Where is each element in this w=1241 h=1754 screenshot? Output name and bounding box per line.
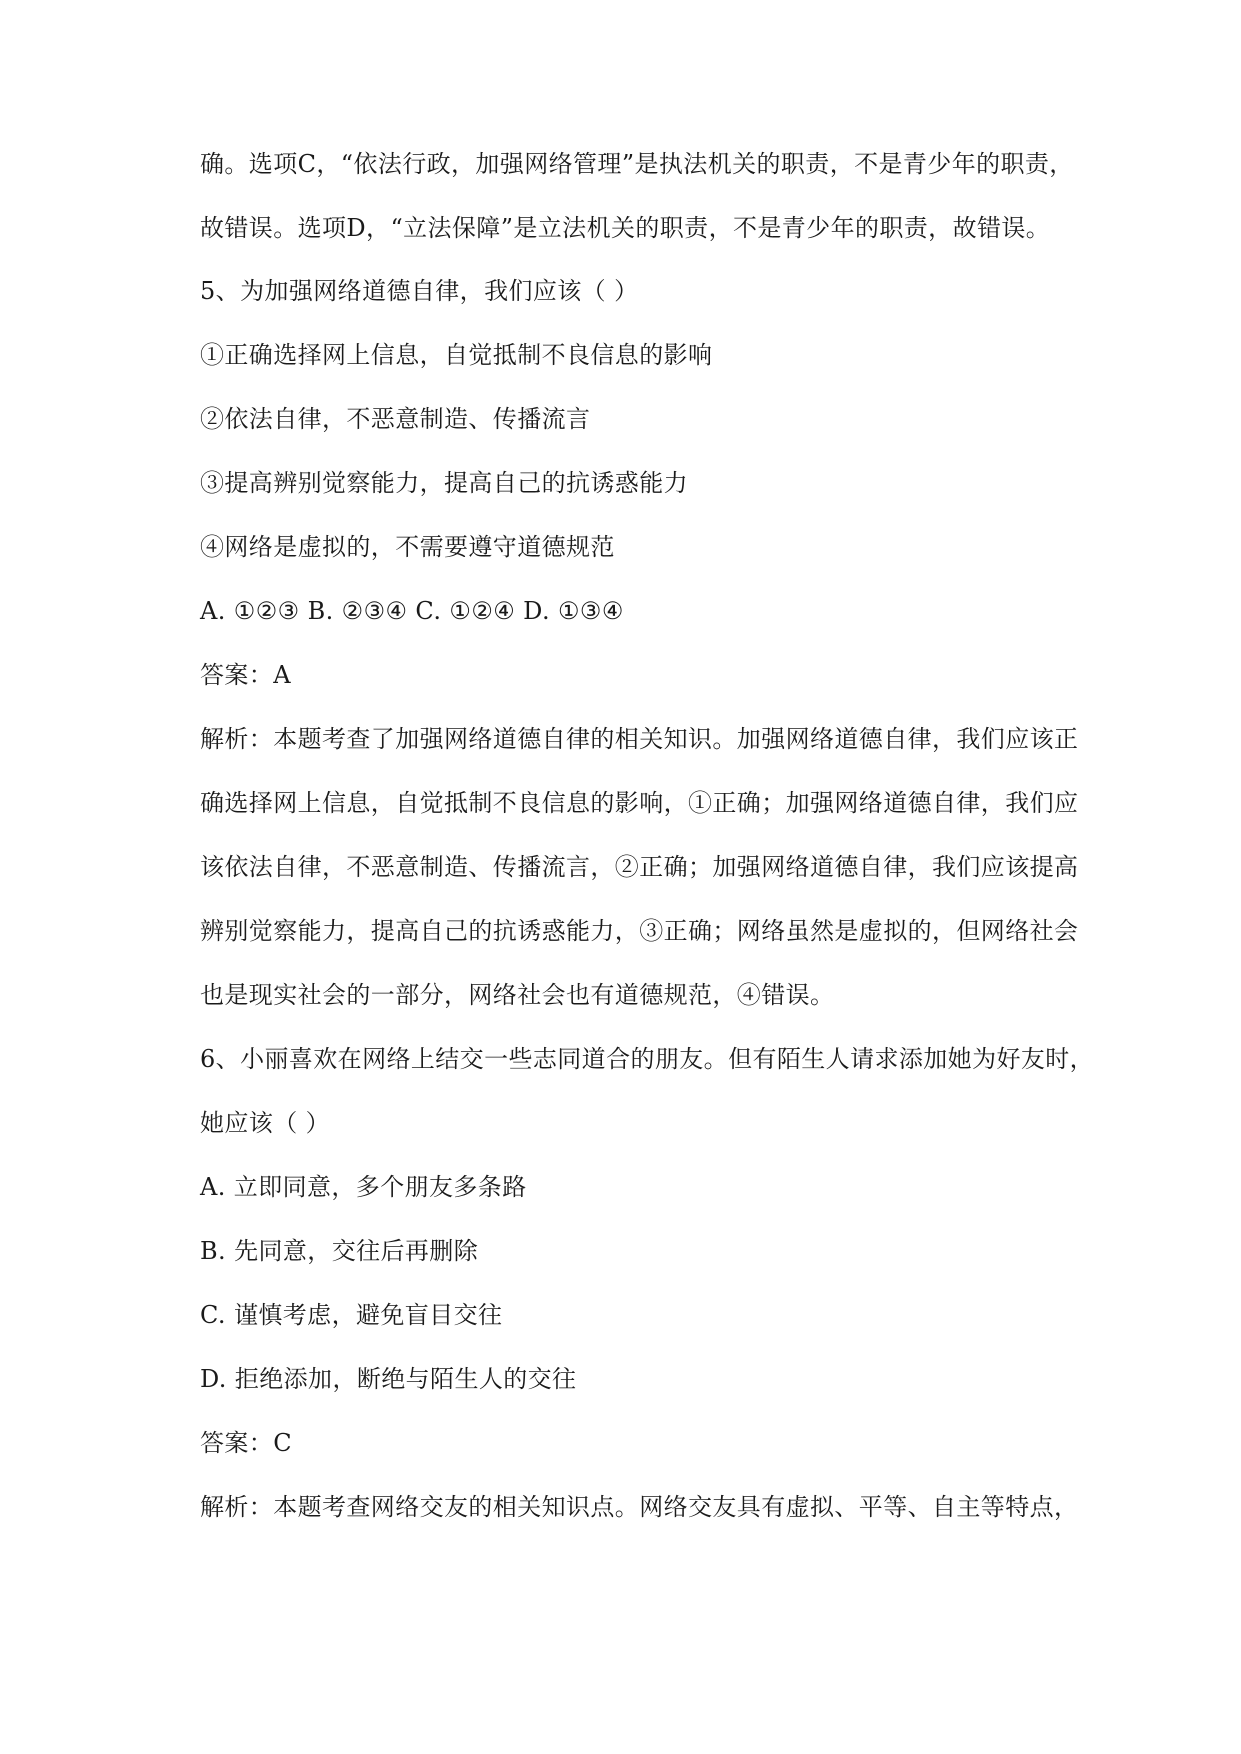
question-5-statement-1: ①正确选择网上信息，自觉抵制不良信息的影响 <box>200 341 713 369</box>
question-6-option-a: A. 立即同意，多个朋友多条路 <box>200 1173 527 1201</box>
text-line-1: 确。选项C，“依法行政，加强网络管理”是执法机关的职责，不是青少年的职责， <box>200 150 1074 178</box>
question-6-option-d: D. 拒绝添加，断绝与陌生人的交往 <box>200 1365 577 1393</box>
question-5-statement-4: ④网络是虚拟的，不需要遵守道德规范 <box>200 533 615 561</box>
question-5-analysis-line-3: 该依法自律，不恶意制造、传播流言，②正确；加强网络道德自律，我们应该提高 <box>200 853 1079 881</box>
question-5-statement-3: ③提高辨别觉察能力，提高自己的抗诱惑能力 <box>200 469 688 497</box>
question-6-stem-line-1: 6、小丽喜欢在网络上结交一些志同道合的朋友。但有陌生人请求添加她为好友时， <box>200 1045 1095 1073</box>
question-5-analysis-line-1: 解析：本题考查了加强网络道德自律的相关知识。加强网络道德自律，我们应该正 <box>200 725 1079 753</box>
question-5-analysis-line-5: 也是现实社会的一部分，网络社会也有道德规范，④错误。 <box>200 981 835 1009</box>
question-5-answer: 答案：A <box>200 661 291 689</box>
question-5-stem: 5、为加强网络道德自律，我们应该（ ） <box>200 277 639 305</box>
text-line-2: 故错误。选项D，“立法保障”是立法机关的职责，不是青少年的职责，故错误。 <box>200 214 1051 242</box>
question-6-analysis-line-1: 解析：本题考查网络交友的相关知识点。网络交友具有虚拟、平等、自主等特点， <box>200 1493 1079 1521</box>
question-5-analysis-line-2: 确选择网上信息，自觉抵制不良信息的影响，①正确；加强网络道德自律，我们应 <box>200 789 1079 817</box>
question-6-answer: 答案：C <box>200 1429 292 1457</box>
question-5-statement-2: ②依法自律，不恶意制造、传播流言 <box>200 405 591 433</box>
question-6-option-b: B. 先同意，交往后再删除 <box>200 1237 479 1265</box>
question-5-options: A. ①②③ B. ②③④ C. ①②④ D. ①③④ <box>200 597 624 625</box>
question-6-option-c: C. 谨慎考虑，避免盲目交往 <box>200 1301 503 1329</box>
question-6-stem-line-2: 她应该（ ） <box>200 1109 331 1137</box>
question-5-analysis-line-4: 辨别觉察能力，提高自己的抗诱惑能力，③正确；网络虽然是虚拟的，但网络社会 <box>200 917 1079 945</box>
